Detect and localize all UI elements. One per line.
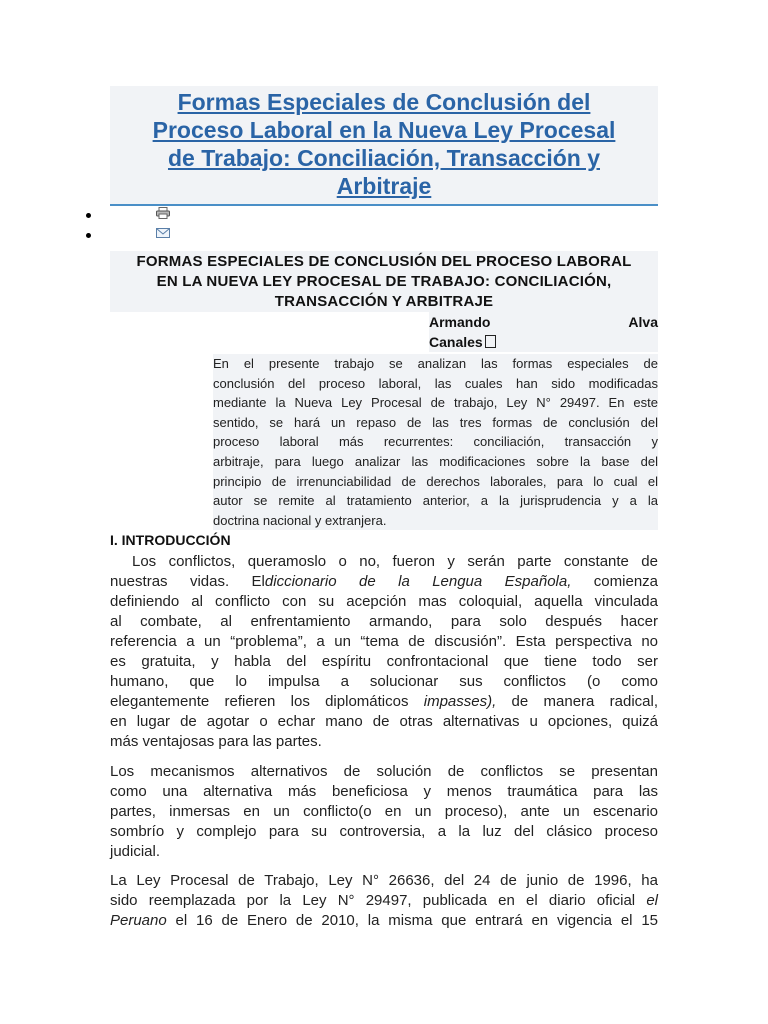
title-line: Proceso Laboral en la Nueva Ley Procesal — [152, 117, 616, 143]
paragraph-line: La Ley Procesal de Trabajo, Ley N° 26636, del 24 de junio de 1996, ha — [110, 872, 658, 889]
paragraph-line: judicial. — [110, 843, 161, 860]
author-block — [429, 312, 658, 352]
paragraph-line: Peruano el 16 de Enero de 2010, la misma que entrará en vigencia el 15 — [110, 912, 658, 929]
abstract — [213, 354, 658, 530]
abstract-line: doctrina nacional y extranjera. — [213, 512, 387, 528]
author-first-line: Armando Alva — [429, 314, 658, 330]
paragraph-line: es gratuita, y habla del espíritu confrontacional que tiene todo ser — [110, 653, 658, 670]
article-tools — [86, 205, 186, 245]
paragraph-line: referencia a un “problema”, a un “tema de discusión”. Esta perspectiva no — [110, 633, 658, 650]
paragraph-2 — [110, 762, 658, 862]
abstract-line: En el presente trabajo se analizan las formas especiales de — [213, 356, 658, 371]
footnote-marker-icon[interactable] — [485, 335, 496, 348]
paragraph-line: Los mecanismos alternativos de solución de conflictos se presentan — [110, 763, 658, 780]
bullet — [86, 213, 91, 218]
paragraph-1 — [110, 552, 658, 752]
heading-line: TRANSACCIÓN Y ARBITRAJE — [274, 293, 494, 310]
article-title-box — [110, 86, 658, 206]
paragraph-line: partes, inmersas en un conflicto(o en un proceso), ante un escenario — [110, 803, 658, 820]
paragraph-line: sido reemplazada por la Ley N° 29497, publicada en el diario oficial el — [110, 892, 658, 909]
author-second-line — [429, 332, 658, 352]
tool-item-email — [86, 225, 186, 245]
paragraph-line: sombrío y complejo para su controversia, a la luz del clásico proceso — [110, 823, 658, 840]
abstract-line: arbitraje, para luego analizar las modificaciones sobre la base del — [213, 453, 658, 469]
heading-line: FORMAS ESPECIALES DE CONCLUSIÓN DEL PROCESO LABORAL — [136, 253, 632, 270]
title-line: Arbitraje — [336, 173, 432, 199]
email-icon[interactable] — [156, 227, 170, 239]
paragraph-3 — [110, 871, 658, 931]
abstract-line: conclusión del proceso laboral, las cuales han sido modificadas — [213, 375, 658, 391]
paragraph-line: en lugar de agotar o echar mano de otras alternativas u opciones, quizá — [110, 713, 658, 730]
heading-line: EN LA NUEVA LEY PROCESAL DE TRABAJO: CONCILIACIÓN, — [156, 273, 612, 290]
title-line: de Trabajo: Conciliación, Transacción y — [167, 145, 600, 171]
author-surname: Canales — [429, 334, 483, 350]
tool-item-print — [86, 205, 186, 225]
paragraph-line: al combate, al enfrentamiento armando, para solo después hacer — [110, 613, 658, 630]
paragraph-line: definiendo al conflicto con su acepción mas coloquial, aquella vinculada — [110, 593, 658, 610]
abstract-line: proceso laboral más recurrentes: conciliación, transacción y — [213, 434, 658, 450]
article-title-link[interactable] — [110, 86, 658, 200]
section-heading-introduccion: I. INTRODUCCIÓN — [110, 532, 231, 548]
abstract-line: autor se remite al tratamiento anterior, a la jurisprudencia y a la — [213, 493, 658, 509]
paragraph-line: elegantemente refieren los diplomáticos impasses), de manera radical, — [110, 693, 658, 710]
paragraph-line: humano, que lo impulsa a solucionar sus conflictos (o como — [110, 673, 658, 690]
bullet — [86, 233, 91, 238]
paragraph-line: nuestras vidas. Eldiccionario de la Lengua Española, comienza — [110, 573, 659, 590]
abstract-line: mediante la Nueva Ley Procesal de trabajo, Ley N° 29497. En este — [213, 395, 658, 411]
paragraph-line: Los conflictos, queramoslo o no, fueron y serán parte constante de — [132, 553, 658, 570]
article-heading-uppercase — [110, 251, 658, 312]
abstract-line: sentido, se hará un repaso de las tres formas de conclusión del — [213, 414, 658, 430]
paragraph-line: como una alternativa más beneficiosa y menos traumática para las — [110, 783, 658, 800]
title-line: Formas Especiales de Conclusión del — [177, 89, 591, 115]
abstract-line: principio de irrenunciabilidad de derechos laborales, para lo cual el — [213, 473, 658, 489]
printer-icon[interactable] — [156, 207, 170, 219]
paragraph-line: más ventajosas para las partes. — [110, 733, 322, 750]
